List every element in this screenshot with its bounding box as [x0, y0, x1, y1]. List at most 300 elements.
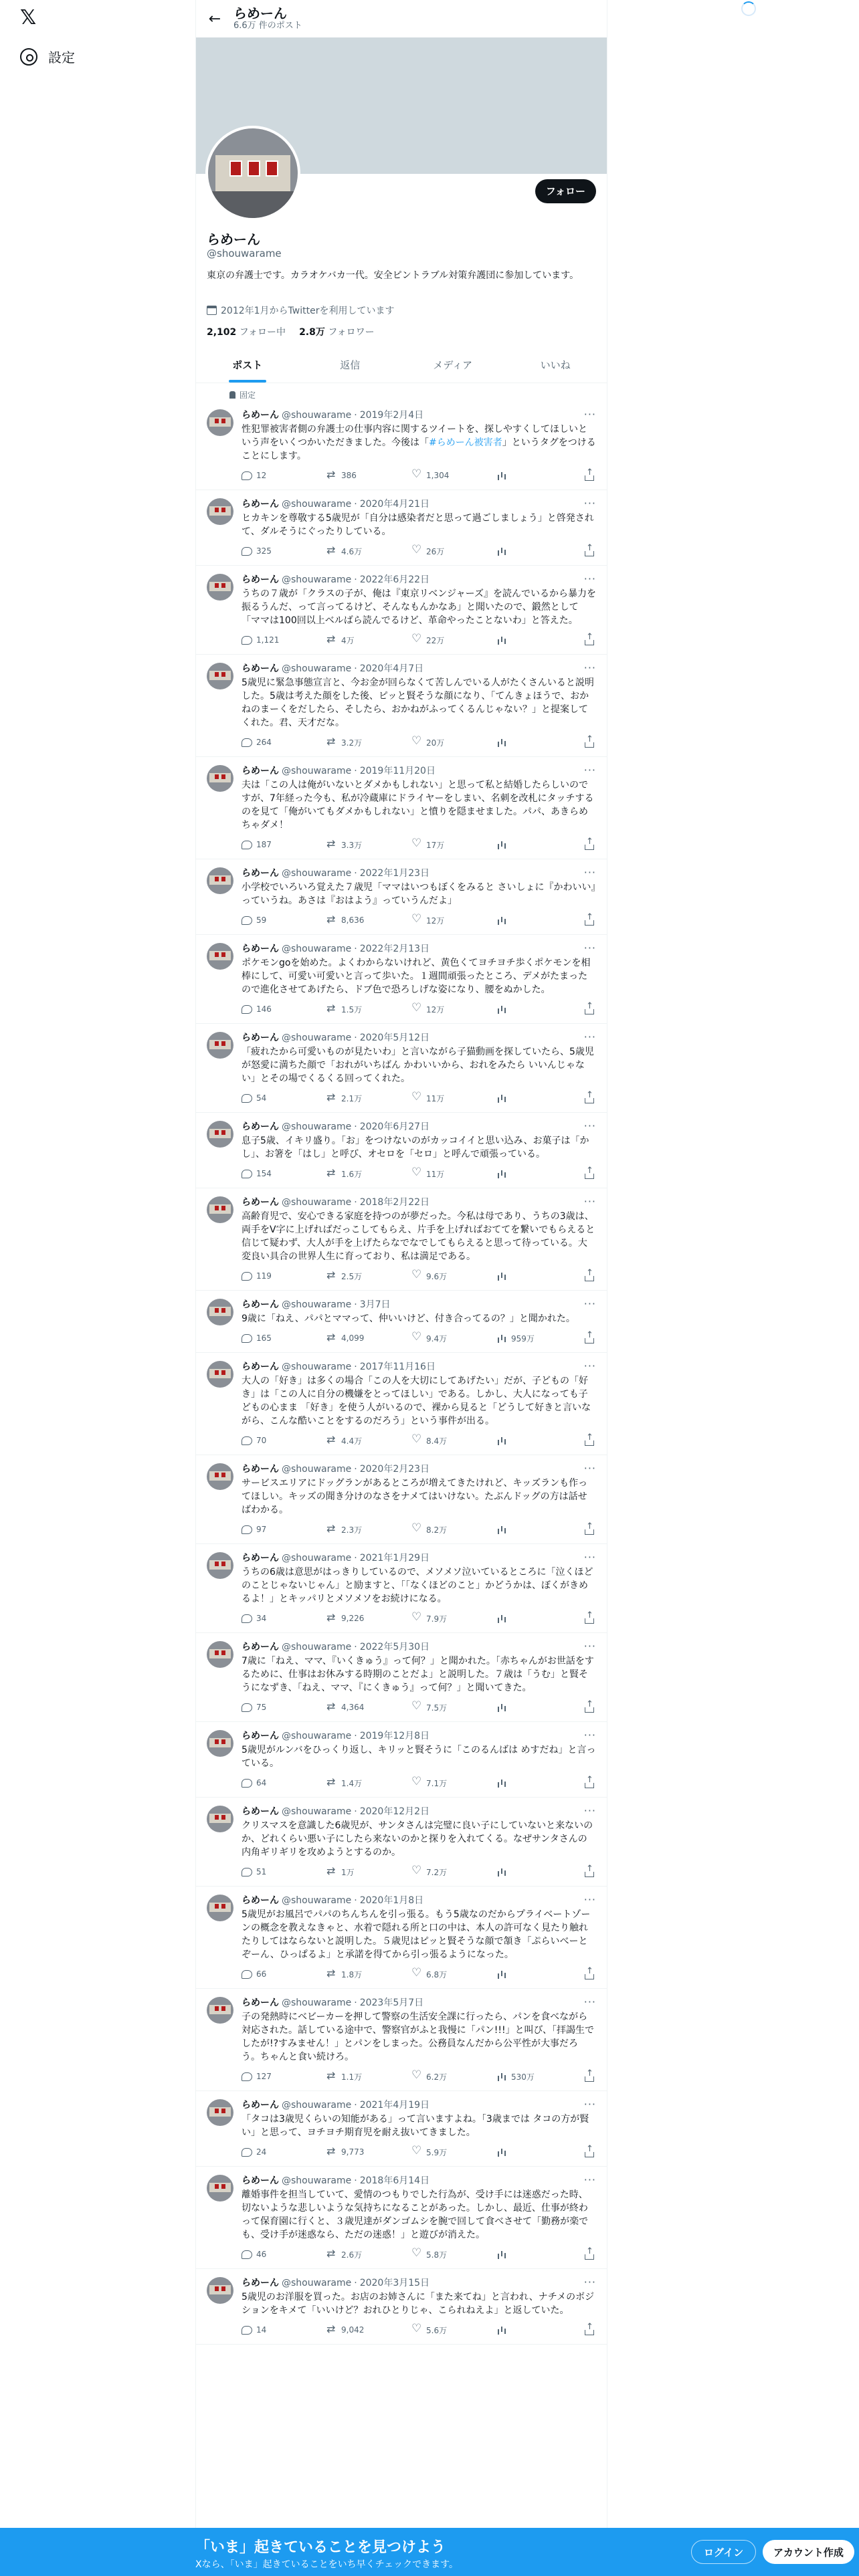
tweet-author-name[interactable]: らめーん — [242, 1642, 279, 1652]
more-options-icon[interactable]: ··· — [583, 1551, 596, 1564]
followers-link[interactable] — [299, 325, 375, 338]
more-options-icon[interactable]: ··· — [583, 1893, 596, 1906]
tweet[interactable] — [196, 1989, 607, 2091]
tweet-author-name[interactable]: らめーん — [242, 766, 279, 776]
reply-button[interactable] — [242, 1701, 308, 1713]
tweet-avatar[interactable] — [207, 1997, 233, 2024]
tweet-date[interactable]: 2020年4月7日 — [359, 663, 424, 674]
tweet-date[interactable]: 2019年12月8日 — [359, 1731, 430, 1741]
signup-button[interactable]: アカウント作成 — [763, 2540, 854, 2564]
tweet[interactable] — [196, 1798, 607, 1887]
tweet[interactable] — [196, 490, 607, 566]
tweet-avatar[interactable] — [207, 1463, 233, 1490]
like-count: 9.4万 — [426, 1333, 448, 1344]
reply-button[interactable] — [242, 1777, 308, 1789]
tweet-author-name[interactable]: らめーん — [242, 2175, 279, 2186]
tweet-author-name[interactable]: らめーん — [242, 663, 279, 674]
more-options-icon[interactable]: ··· — [583, 1640, 596, 1652]
like-count: 20万 — [426, 738, 445, 748]
back-arrow-icon[interactable]: ← — [208, 10, 221, 27]
more-options-icon[interactable]: ··· — [583, 2098, 596, 2111]
tweet-author-name[interactable]: らめーん — [242, 1362, 279, 1372]
retweet-button[interactable] — [326, 736, 393, 748]
reply-button[interactable] — [242, 2070, 308, 2082]
tweet-separator: · — [354, 1806, 357, 1817]
share-button[interactable] — [581, 1866, 595, 1878]
reply-button[interactable] — [242, 1523, 308, 1535]
reply-icon — [242, 1703, 252, 1712]
views-button[interactable] — [496, 1270, 563, 1282]
tweet-author-name[interactable]: らめーん — [242, 1806, 279, 1817]
tweet-author-name[interactable]: らめーん — [242, 2278, 279, 2288]
tweet-author-handle[interactable]: @shouwarame — [282, 1121, 352, 1132]
retweet-button[interactable] — [326, 469, 393, 481]
like-button[interactable] — [411, 1777, 478, 1789]
like-button[interactable] — [411, 2324, 478, 2336]
tweet-author-handle[interactable]: @shouwarame — [282, 1895, 352, 1906]
share-button[interactable] — [581, 1092, 595, 1104]
tweet[interactable] — [196, 1113, 607, 1188]
tweet-avatar[interactable] — [207, 663, 233, 689]
tweet-date[interactable]: 2022年5月30日 — [359, 1642, 430, 1652]
retweet-button[interactable] — [326, 839, 393, 851]
tweet-avatar[interactable] — [207, 1895, 233, 1921]
nav-settings[interactable] — [20, 47, 75, 66]
tweet[interactable] — [196, 1722, 607, 1798]
tweet-avatar[interactable] — [207, 2277, 233, 2304]
tweet[interactable] — [196, 935, 607, 1024]
pin-icon — [229, 391, 235, 399]
tweet-text — [242, 1210, 596, 1263]
tweet-avatar[interactable] — [207, 1121, 233, 1148]
tweet-avatar[interactable] — [207, 765, 233, 792]
tweet-date[interactable]: 2022年2月13日 — [359, 944, 430, 954]
reply-button[interactable] — [242, 2248, 308, 2260]
tweet-author-name[interactable]: らめーん — [242, 944, 279, 954]
retweet-button[interactable] — [326, 1003, 393, 1015]
share-button[interactable] — [581, 1168, 595, 1180]
tweet[interactable] — [196, 2091, 607, 2167]
retweet-button[interactable] — [326, 634, 393, 646]
share-button[interactable] — [581, 1270, 595, 1282]
like-button[interactable] — [411, 1003, 478, 1015]
tweet-author-handle[interactable]: @shouwarame — [282, 499, 352, 510]
views-button[interactable] — [496, 1332, 563, 1344]
tweet-avatar[interactable] — [207, 1730, 233, 1757]
tweet-actions — [242, 736, 595, 748]
share-button[interactable] — [581, 2070, 595, 2082]
retweet-button[interactable] — [326, 1270, 393, 1282]
like-button[interactable] — [411, 839, 478, 851]
tweet-date[interactable]: 2020年1月8日 — [359, 1895, 424, 1906]
share-button[interactable] — [581, 1701, 595, 1713]
like-button[interactable] — [411, 1701, 478, 1713]
tweet-author-handle[interactable]: @shouwarame — [282, 1197, 352, 1208]
tweet[interactable] — [196, 1291, 607, 1353]
retweet-button[interactable] — [326, 1777, 393, 1789]
login-button[interactable]: ログイン — [691, 2540, 756, 2564]
share-icon — [584, 1866, 595, 1877]
tweet-author-name[interactable]: らめーん — [242, 1895, 279, 1906]
reply-button[interactable] — [242, 1866, 308, 1878]
tweet-author-name[interactable]: らめーん — [242, 1121, 279, 1132]
like-button[interactable] — [411, 1092, 478, 1104]
reply-button[interactable] — [242, 1092, 308, 1104]
retweet-count: 1万 — [341, 1867, 355, 1877]
heart-icon — [411, 546, 422, 556]
reply-icon — [242, 841, 252, 849]
views-button[interactable] — [496, 1168, 563, 1180]
like-button[interactable] — [411, 545, 478, 557]
more-options-icon[interactable]: ··· — [583, 408, 596, 421]
like-button[interactable] — [411, 914, 478, 926]
tweet-avatar[interactable] — [207, 1641, 233, 1668]
tweet-date[interactable]: 2021年4月19日 — [359, 2100, 430, 2111]
tweet[interactable] — [196, 566, 607, 655]
views-button[interactable] — [496, 914, 563, 926]
heart-icon — [411, 839, 422, 850]
share-button[interactable] — [581, 736, 595, 748]
like-button[interactable] — [411, 1332, 478, 1344]
tweet-date[interactable]: 2020年12月2日 — [359, 1806, 430, 1817]
tweet-author-name[interactable]: らめーん — [242, 1553, 279, 1564]
tweet-author-handle[interactable]: @shouwarame — [282, 1642, 352, 1652]
views-button[interactable] — [496, 736, 563, 748]
tweet-date[interactable]: 2019年11月20日 — [359, 766, 436, 776]
tweet-date[interactable]: 2020年5月12日 — [359, 1033, 430, 1043]
share-button[interactable] — [581, 2146, 595, 2158]
like-button[interactable] — [411, 1434, 478, 1446]
views-button[interactable] — [496, 1092, 563, 1104]
retweet-button[interactable] — [326, 2070, 393, 2082]
more-options-icon[interactable]: ··· — [583, 497, 596, 510]
tweet-text — [242, 423, 596, 463]
retweet-button[interactable] — [326, 1968, 393, 1980]
retweet-button[interactable] — [326, 914, 393, 926]
views-button[interactable] — [496, 2324, 563, 2336]
tweet-avatar[interactable] — [207, 574, 233, 601]
more-options-icon[interactable]: ··· — [583, 1031, 596, 1043]
more-options-icon[interactable]: ··· — [583, 1462, 596, 1475]
tweet-avatar[interactable] — [207, 409, 233, 436]
reply-button[interactable] — [242, 1434, 308, 1446]
tweet-text — [242, 1477, 596, 1517]
reply-count: 51 — [256, 1867, 267, 1876]
tweet-author-handle[interactable]: @shouwarame — [282, 1299, 352, 1310]
views-chart-icon — [496, 1435, 507, 1446]
tweet-date[interactable]: 3月7日 — [359, 1299, 391, 1310]
profile-bio: 東京の弁護士です。カラオケバカ一代。安全ピントラブル対策弁護団に参加しています。 — [207, 270, 579, 281]
views-button[interactable] — [496, 1523, 563, 1535]
views-button[interactable] — [496, 545, 563, 557]
more-options-icon[interactable]: ··· — [583, 572, 596, 585]
hashtag-link[interactable]: #らめーん被害者 — [429, 437, 502, 448]
reply-button[interactable] — [242, 1332, 308, 1344]
like-button[interactable] — [411, 1523, 478, 1535]
like-button[interactable] — [411, 1866, 478, 1878]
tweet-avatar[interactable] — [207, 1361, 233, 1388]
tweet-author-handle[interactable]: @shouwarame — [282, 1731, 352, 1741]
views-button[interactable] — [496, 1434, 563, 1446]
tweet-date[interactable]: 2023年5月7日 — [359, 1998, 424, 2008]
tweet-date[interactable]: 2022年6月22日 — [359, 574, 430, 585]
tweet[interactable] — [196, 655, 607, 757]
tweet-author-handle[interactable]: @shouwarame — [282, 1998, 352, 2008]
more-options-icon[interactable]: ··· — [583, 942, 596, 954]
share-button[interactable] — [581, 1003, 595, 1015]
more-options-icon[interactable]: ··· — [583, 1360, 596, 1372]
retweet-icon — [326, 635, 337, 645]
tweet-author-handle[interactable]: @shouwarame — [282, 1806, 352, 1817]
like-button[interactable] — [411, 1168, 478, 1180]
views-chart-icon — [496, 1524, 507, 1535]
tweet[interactable] — [196, 1188, 607, 1291]
reply-button[interactable] — [242, 839, 308, 851]
views-button[interactable] — [496, 2248, 563, 2260]
tweet-date[interactable]: 2020年3月15日 — [359, 2278, 430, 2288]
like-button[interactable] — [411, 1270, 478, 1282]
like-button[interactable] — [411, 469, 478, 481]
retweet-button[interactable] — [326, 1612, 393, 1624]
tweet-avatar[interactable] — [207, 2175, 233, 2202]
retweet-button[interactable] — [326, 1168, 393, 1180]
tweet-author-name[interactable]: らめーん — [242, 1033, 279, 1043]
share-button[interactable] — [581, 2324, 595, 2336]
share-button[interactable] — [581, 1612, 595, 1624]
tweet-date[interactable]: 2018年6月14日 — [359, 2175, 430, 2186]
views-chart-icon — [496, 1168, 507, 1179]
tweet-date[interactable]: 2017年11月16日 — [359, 1362, 436, 1372]
pinned-label: 固定 — [240, 391, 256, 400]
tab-media[interactable]: メディア — [433, 359, 473, 371]
follow-button[interactable]: フォロー — [535, 179, 596, 203]
tweet-author-handle[interactable]: @shouwarame — [282, 410, 352, 421]
retweet-button[interactable] — [326, 2324, 393, 2336]
more-options-icon[interactable]: ··· — [583, 661, 596, 674]
more-options-icon[interactable]: ··· — [583, 764, 596, 776]
views-button[interactable] — [496, 1777, 563, 1789]
share-icon — [584, 1093, 595, 1103]
views-chart-icon — [496, 1271, 507, 1281]
tweet-date[interactable]: 2021年1月29日 — [359, 1553, 430, 1564]
reply-button[interactable] — [242, 469, 308, 481]
reply-count: 264 — [256, 738, 272, 747]
tweet-avatar[interactable] — [207, 943, 233, 970]
tweet-avatar[interactable] — [207, 867, 233, 894]
like-button[interactable] — [411, 1612, 478, 1624]
tweet-author-handle[interactable]: @shouwarame — [282, 574, 352, 585]
views-button[interactable] — [496, 2070, 563, 2082]
more-options-icon[interactable]: ··· — [583, 1119, 596, 1132]
tweet-author-handle[interactable]: @shouwarame — [282, 2278, 352, 2288]
tweet[interactable] — [196, 2269, 607, 2345]
more-options-icon[interactable]: ··· — [583, 1195, 596, 1208]
retweet-button[interactable] — [326, 1434, 393, 1446]
share-icon — [584, 1435, 595, 1446]
reply-button[interactable] — [242, 1003, 308, 1015]
retweet-button[interactable] — [326, 2146, 393, 2158]
tweet[interactable] — [196, 1887, 607, 1989]
views-button[interactable] — [496, 839, 563, 851]
tweet-avatar[interactable] — [207, 1806, 233, 1832]
retweet-count: 2.5万 — [341, 1271, 363, 1281]
x-logo-icon[interactable]: 𝕏 — [20, 6, 37, 29]
tweet-author-handle[interactable]: @shouwarame — [282, 1553, 352, 1564]
tweet-author-name[interactable]: らめーん — [242, 574, 279, 585]
retweet-button[interactable] — [326, 1332, 393, 1344]
tweet[interactable] — [196, 1024, 607, 1113]
tweet-date[interactable]: 2020年2月23日 — [359, 1464, 430, 1475]
tweet-text — [242, 1134, 596, 1161]
tweet-separator: · — [354, 2175, 357, 2186]
tweet-avatar[interactable] — [207, 2099, 233, 2126]
tweet-actions — [242, 1612, 595, 1624]
like-button[interactable] — [411, 634, 478, 646]
more-options-icon[interactable]: ··· — [583, 1804, 596, 1817]
views-button[interactable] — [496, 1968, 563, 1980]
reply-button[interactable] — [242, 2146, 308, 2158]
tweet-author-name[interactable]: らめーん — [242, 1197, 279, 1208]
tweet[interactable] — [196, 1353, 607, 1455]
tweet[interactable] — [196, 859, 607, 935]
tweet-author-handle[interactable]: @shouwarame — [282, 2100, 352, 2111]
tweet[interactable] — [196, 2167, 607, 2269]
tweet-date[interactable]: 2018年2月22日 — [359, 1197, 430, 1208]
tweet-avatar[interactable] — [207, 1299, 233, 1325]
tweet-author-name[interactable]: らめーん — [242, 1299, 279, 1310]
left-nav — [0, 0, 195, 2576]
share-button[interactable] — [581, 914, 595, 926]
tweet-author-handle[interactable]: @shouwarame — [282, 2175, 352, 2186]
tweet-text — [242, 2010, 596, 2064]
retweet-button[interactable] — [326, 545, 393, 557]
reply-button[interactable] — [242, 1968, 308, 1980]
share-button[interactable] — [581, 1523, 595, 1535]
share-button[interactable] — [581, 545, 595, 557]
tweet-author-name[interactable]: らめーん — [242, 1464, 279, 1475]
like-button[interactable] — [411, 1968, 478, 1980]
more-options-icon[interactable]: ··· — [583, 2173, 596, 2186]
tweet-author-name[interactable]: らめーん — [242, 499, 279, 510]
retweet-button[interactable] — [326, 1701, 393, 1713]
following-link[interactable] — [207, 325, 286, 338]
tweet-text — [242, 512, 596, 538]
tweet-author-handle[interactable]: @shouwarame — [282, 868, 352, 879]
reply-button[interactable] — [242, 2324, 308, 2336]
like-button[interactable] — [411, 2146, 478, 2158]
tweet-author-name[interactable]: らめーん — [242, 1731, 279, 1741]
share-button[interactable] — [581, 1332, 595, 1344]
share-button[interactable] — [581, 839, 595, 851]
tweet-author-handle[interactable]: @shouwarame — [282, 1464, 352, 1475]
like-count: 1,304 — [426, 471, 450, 480]
tweet-avatar[interactable] — [207, 1032, 233, 1059]
share-button[interactable] — [581, 634, 595, 646]
tweet-avatar[interactable] — [207, 498, 233, 525]
views-button[interactable] — [496, 1866, 563, 1878]
tweet-actions — [242, 1168, 595, 1180]
like-button[interactable] — [411, 2248, 478, 2260]
tweet-author-handle[interactable]: @shouwarame — [282, 1033, 352, 1043]
tweet[interactable] — [196, 1455, 607, 1544]
views-button[interactable] — [496, 634, 563, 646]
tweet-author-handle[interactable]: @shouwarame — [282, 766, 352, 776]
views-button[interactable] — [496, 1612, 563, 1624]
share-button[interactable] — [581, 2248, 595, 2260]
more-options-icon[interactable]: ··· — [583, 1297, 596, 1310]
more-options-icon[interactable]: ··· — [583, 1729, 596, 1741]
tweet-author-handle[interactable]: @shouwarame — [282, 663, 352, 674]
tweet[interactable] — [196, 1633, 607, 1722]
more-options-icon[interactable]: ··· — [583, 1996, 596, 2008]
tweet-date[interactable]: 2022年1月23日 — [359, 868, 430, 879]
reply-button[interactable] — [242, 1168, 308, 1180]
tweet-text-body: 9歳に「ねえ、パパとママって、仲いいけど、付き合ってるの？」と聞かれた。 — [242, 1313, 575, 1324]
views-button[interactable] — [496, 2146, 563, 2158]
tweet-text — [242, 1566, 596, 1606]
tweet-date[interactable]: 2019年2月4日 — [359, 410, 424, 421]
tweet-author-name[interactable]: らめーん — [242, 2100, 279, 2111]
views-button[interactable] — [496, 469, 563, 481]
tweet[interactable] — [196, 1544, 607, 1633]
reply-button[interactable] — [242, 1270, 308, 1282]
tweet[interactable] — [196, 401, 607, 490]
reply-button[interactable] — [242, 545, 308, 557]
retweet-button[interactable] — [326, 1523, 393, 1535]
views-button[interactable] — [496, 1701, 563, 1713]
tab-likes[interactable]: いいね — [540, 359, 571, 371]
profile-avatar[interactable] — [205, 126, 300, 221]
share-button[interactable] — [581, 469, 595, 481]
tweet[interactable] — [196, 757, 607, 859]
tweet-author-handle[interactable]: @shouwarame — [282, 944, 352, 954]
retweet-count: 9,042 — [341, 2325, 365, 2335]
tweet-text — [242, 881, 596, 907]
tweet-date[interactable]: 2020年4月21日 — [359, 499, 430, 510]
tweet-avatar[interactable] — [207, 1196, 233, 1223]
tweet-author-name[interactable]: らめーん — [242, 410, 279, 421]
share-button[interactable] — [581, 1777, 595, 1789]
reply-icon — [242, 916, 252, 925]
more-options-icon[interactable]: ··· — [583, 2276, 596, 2288]
retweet-icon — [326, 1613, 337, 1624]
retweet-button[interactable] — [326, 1866, 393, 1878]
like-button[interactable] — [411, 736, 478, 748]
share-button[interactable] — [581, 1968, 595, 1980]
reply-button[interactable] — [242, 736, 308, 748]
retweet-button[interactable] — [326, 1092, 393, 1104]
tweet-feed — [196, 401, 607, 2345]
tab-posts[interactable]: ポスト — [196, 348, 299, 383]
tweet-author-name[interactable]: らめーん — [242, 1998, 279, 2008]
tab-replies[interactable]: 返信 — [340, 359, 361, 371]
tweet-date[interactable]: 2020年6月27日 — [359, 1121, 430, 1132]
reply-button[interactable] — [242, 914, 308, 926]
reply-button[interactable] — [242, 634, 308, 646]
reply-button[interactable] — [242, 1612, 308, 1624]
share-icon — [584, 737, 595, 748]
share-button[interactable] — [581, 1434, 595, 1446]
tweet-author-handle[interactable]: @shouwarame — [282, 1362, 352, 1372]
views-button[interactable] — [496, 1003, 563, 1015]
more-options-icon[interactable]: ··· — [583, 866, 596, 879]
tweet-author-name[interactable]: らめーん — [242, 868, 279, 879]
retweet-button[interactable] — [326, 2248, 393, 2260]
tweet-actions — [242, 2146, 595, 2158]
like-count: 8.2万 — [426, 1525, 448, 1535]
like-button[interactable] — [411, 2070, 478, 2082]
tweet-avatar[interactable] — [207, 1552, 233, 1579]
